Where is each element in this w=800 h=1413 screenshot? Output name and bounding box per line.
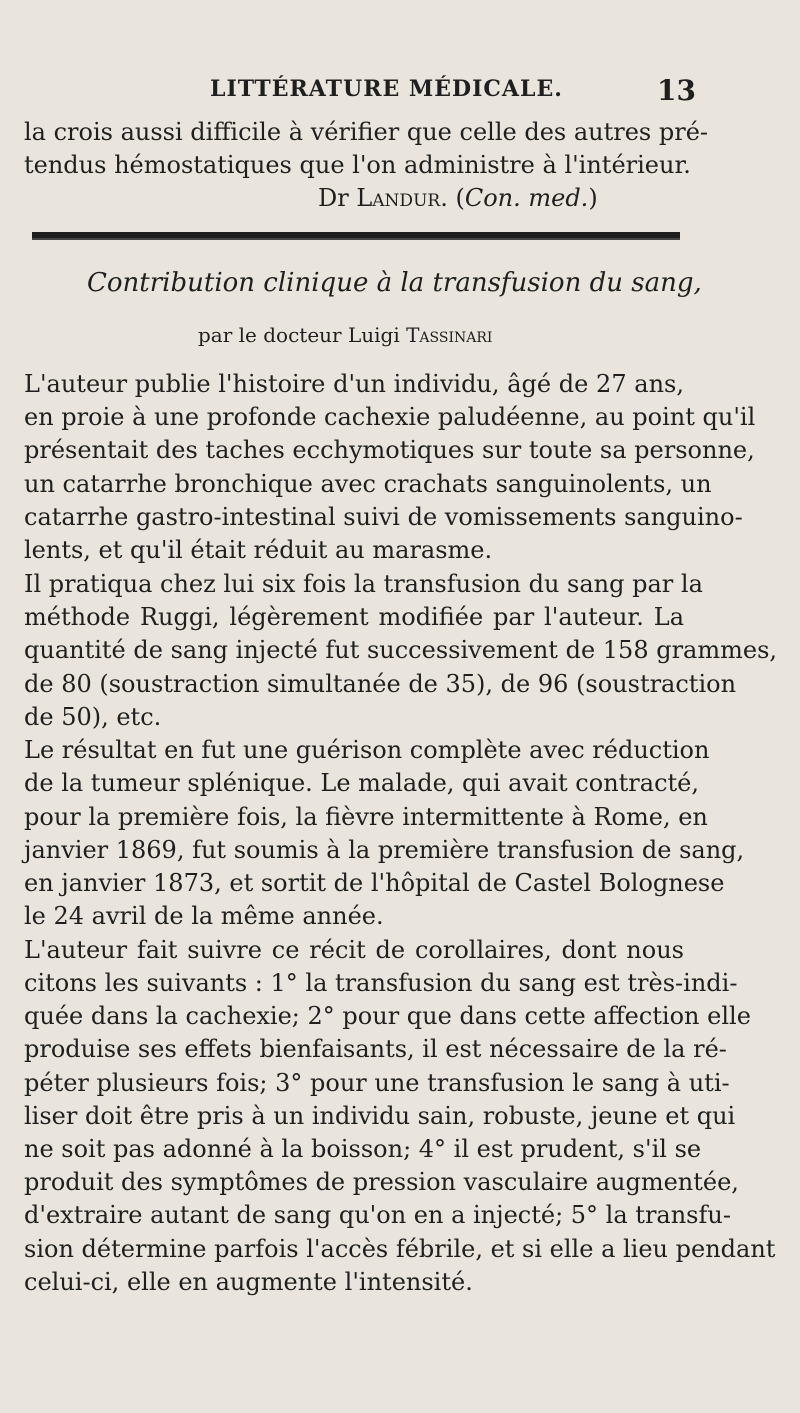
text-line: citons les suivants : 1° la transfusion du sang est très-indi- xyxy=(24,969,738,997)
text-line: liser doit être pris à un individu sain, robuste, jeune et qui xyxy=(24,1102,736,1130)
text-line: quantité de sang injecté fut successivement de 158 grammes, xyxy=(24,636,778,664)
text-line: la crois aussi difficile à vérifier que celle des autres pré- xyxy=(24,118,709,146)
text-line: L'auteur fait suivre ce récit de corollaires, dont nous xyxy=(24,936,684,964)
text-line: ne soit pas adonné à la boisson; 4° il est prudent, s'il se xyxy=(24,1135,702,1163)
text-line: lents, et qu'il était réduit au marasme. xyxy=(24,536,493,564)
text-line: L'auteur publie l'histoire d'un individu, âgé de 27 ans, xyxy=(24,370,684,398)
text-line: janvier 1869, fut soumis à la première transfusion de sang, xyxy=(24,836,745,864)
text-line: pour la première fois, la fièvre intermittente à Rome, en xyxy=(24,803,708,831)
byline-author: Tassinari xyxy=(406,323,493,347)
article-title: Contribution clinique à la transfusion du sang, xyxy=(87,268,702,298)
text-line: de la tumeur splénique. Le malade, qui avait contracté, xyxy=(24,769,699,797)
text-line: le 24 avril de la même année. xyxy=(24,902,384,930)
text-line: de 50), etc. xyxy=(24,703,162,731)
text-line: un catarrhe bronchique avec crachats sanguinolents, un xyxy=(24,470,712,498)
signature-suffix: ) xyxy=(588,184,598,212)
signature-prefix: Dr xyxy=(318,184,357,212)
text-line: produise ses effets bienfaisants, il est nécessaire de la ré- xyxy=(24,1035,727,1063)
text-line: en janvier 1873, et sortit de l'hôpital de Castel Bolognese xyxy=(24,869,725,897)
running-header xyxy=(0,74,800,114)
signature-source: Con. med. xyxy=(464,184,589,212)
section-divider xyxy=(32,232,680,240)
text-line: quée dans la cachexie; 2° pour que dans cette affection elle xyxy=(24,1002,751,1030)
text-line: méthode Ruggi, légèrement modifiée par l'auteur. La xyxy=(24,603,684,631)
article-byline xyxy=(198,323,492,347)
text-line: sion détermine parfois l'accès fébrile, et si elle a lieu pendant xyxy=(24,1235,776,1263)
text-line: celui-ci, elle en augmente l'intensité. xyxy=(24,1268,473,1296)
text-line: catarrhe gastro-intestinal suivi de vomissements sanguino- xyxy=(24,503,743,531)
text-line: produit des symptômes de pression vasculaire augmentée, xyxy=(24,1168,739,1196)
text-line: de 80 (soustraction simultanée de 35), de 96 (soustraction xyxy=(24,670,737,698)
byline-prefix: par le docteur Luigi xyxy=(198,323,407,347)
previous-article-signature xyxy=(318,184,598,212)
text-line: Il pratiqua chez lui six fois la transfusion du sang par la xyxy=(24,570,703,598)
text-line: présentait des taches ecchymotiques sur toute sa personne, xyxy=(24,436,755,464)
text-line: Le résultat en fut une guérison complète avec réduction xyxy=(24,736,710,764)
text-line: d'extraire autant de sang qu'on en a injecté; 5° la transfu- xyxy=(24,1201,731,1229)
signature-author: Landur xyxy=(356,184,441,212)
text-line: péter plusieurs fois; 3° pour une transfusion le sang à uti- xyxy=(24,1069,730,1097)
page-number: 13 xyxy=(657,74,696,107)
text-line: en proie à une profonde cachexie paludéenne, au point qu'il xyxy=(24,403,756,431)
text-line: tendus hémostatiques que l'on administre à l'intérieur. xyxy=(24,151,691,179)
header-title: LITTÉRATURE MÉDICALE. xyxy=(210,76,563,102)
signature-sep: . ( xyxy=(440,184,465,212)
